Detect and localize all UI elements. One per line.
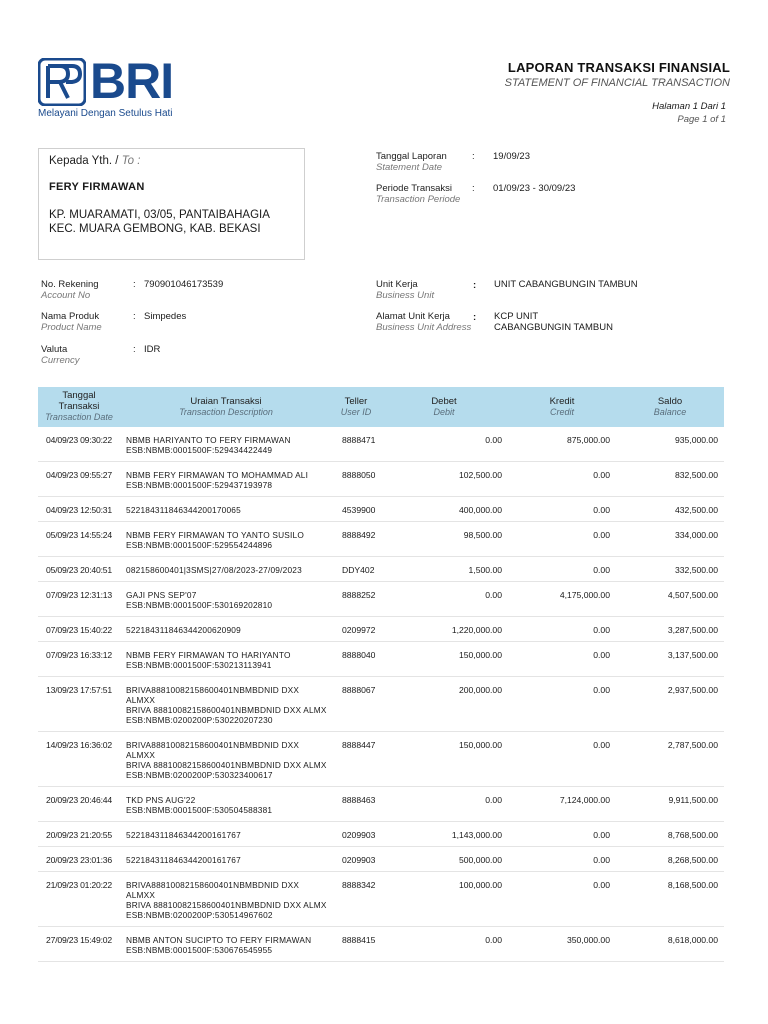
report-title: LAPORAN TRANSAKSI FINANSIAL	[507, 60, 730, 75]
transaction-description-line: ESB:NBMB:0001500F:529554244896	[126, 540, 273, 550]
transaction-period-value: 01/09/23 - 30/09/23	[493, 183, 576, 194]
transaction-description	[120, 847, 332, 872]
business-unit-label-en: Business Unit	[376, 290, 435, 301]
table-row	[38, 847, 724, 872]
table-header-row	[38, 387, 724, 427]
business-unit-address-field	[376, 311, 726, 333]
transaction-debit: 0.00	[380, 582, 508, 617]
currency-field	[41, 344, 341, 366]
column-header-date	[38, 387, 120, 427]
currency-value: IDR	[144, 344, 161, 355]
table-row	[38, 642, 724, 677]
transaction-teller: 8888415	[332, 927, 380, 962]
report-title-block	[505, 60, 730, 89]
transaction-description-line: 522184311846344200620909	[126, 625, 241, 635]
table-row	[38, 557, 724, 582]
business-unit-address-value-1: KCP UNIT	[494, 311, 539, 322]
transaction-period-label-en: Transaction Periode	[376, 194, 461, 205]
transaction-balance: 2,787,500.00	[616, 732, 724, 787]
colon: :	[133, 279, 136, 290]
column-header-teller-en: User ID	[340, 406, 372, 417]
transaction-description	[120, 927, 332, 962]
column-header-credit-id: Kredit	[549, 395, 575, 407]
transaction-description-line: ESB:NBMB:0001500F:529437193978	[126, 480, 273, 490]
transaction-credit: 0.00	[508, 617, 616, 642]
column-header-teller-id: Teller	[344, 395, 368, 407]
transaction-description-line: 082158600401|3SMS|27/08/2023-27/09/2023	[126, 565, 302, 575]
transaction-description-line: 522184311846344200161767	[126, 855, 241, 865]
transaction-teller: 8888342	[332, 872, 380, 927]
transaction-credit: 0.00	[508, 522, 616, 557]
table-row	[38, 822, 724, 847]
transaction-balance: 8,268,500.00	[616, 847, 724, 872]
transaction-teller: 8888447	[332, 732, 380, 787]
table-row	[38, 462, 724, 497]
table-row	[38, 522, 724, 557]
transaction-description	[120, 582, 332, 617]
business-unit-value: UNIT CABANGBUNGIN TAMBUN	[494, 279, 638, 290]
transaction-debit: 1,220,000.00	[380, 617, 508, 642]
transaction-date: 13/09/23 17:57:51	[38, 677, 120, 732]
column-header-debit-en: Debit	[433, 406, 455, 417]
table-row	[38, 497, 724, 522]
transaction-description-line: ESB:NBMB:0200200P:530220207230	[126, 715, 273, 725]
transaction-description	[120, 642, 332, 677]
transaction-debit: 150,000.00	[380, 732, 508, 787]
colon: :	[133, 344, 136, 355]
transaction-date: 21/09/23 01:20:22	[38, 872, 120, 927]
colon: :	[133, 311, 136, 322]
transaction-description-line: ESB:NBMB:0001500F:530676545955	[126, 945, 273, 955]
colon: :	[473, 312, 477, 323]
transaction-teller: 8888050	[332, 462, 380, 497]
transaction-description	[120, 557, 332, 582]
transaction-credit: 350,000.00	[508, 927, 616, 962]
transaction-description-line: ESB:NBMB:0001500F:530169202810	[126, 600, 273, 610]
transaction-date: 20/09/23 20:46:44	[38, 787, 120, 822]
colon: :	[472, 183, 475, 194]
account-number-field	[41, 279, 341, 301]
transaction-date: 04/09/23 12:50:31	[38, 497, 120, 522]
business-unit-address-label-en: Business Unit Address	[376, 322, 472, 333]
transaction-balance: 935,000.00	[616, 427, 724, 462]
transaction-balance: 8,168,500.00	[616, 872, 724, 927]
column-header-date-en: Transaction Date	[45, 412, 113, 422]
transaction-description-line: ESB:NBMB:0001500F:530213113941	[126, 660, 272, 670]
transaction-period-field	[376, 183, 726, 205]
transaction-description-line: ESB:NBMB:0200200P:530323400617	[126, 770, 273, 780]
transaction-description-line: BRIVA 88810082158600401NBMBDNID DXX ALMX	[126, 900, 327, 910]
transaction-balance: 432,500.00	[616, 497, 724, 522]
transaction-description-line: TKD PNS AUG'22	[126, 795, 196, 805]
column-header-teller	[332, 387, 380, 427]
transaction-description-line: ESB:NBMB:0200200P:530514967602	[126, 910, 273, 920]
transaction-balance: 9,911,500.00	[616, 787, 724, 822]
transaction-balance: 4,507,500.00	[616, 582, 724, 617]
transaction-teller: 8888040	[332, 642, 380, 677]
transaction-date: 05/09/23 14:55:24	[38, 522, 120, 557]
to-label-id: Kepada Yth. /	[49, 155, 119, 167]
transaction-teller: 8888252	[332, 582, 380, 617]
transactions-table	[38, 387, 724, 962]
transaction-description	[120, 617, 332, 642]
transaction-description	[120, 822, 332, 847]
business-unit-address-value-2: CABANGBUNGIN TAMBUN	[494, 322, 613, 333]
transaction-credit: 0.00	[508, 642, 616, 677]
transaction-balance: 8,768,500.00	[616, 822, 724, 847]
transaction-credit: 0.00	[508, 872, 616, 927]
recipient-box	[38, 148, 305, 260]
transaction-date: 20/09/23 23:01:36	[38, 847, 120, 872]
business-unit-address-label: Alamat Unit Kerja	[376, 311, 450, 322]
product-name-label-en: Product Name	[41, 322, 102, 333]
product-name-label: Nama Produk	[41, 311, 100, 322]
transaction-description-line: GAJI PNS SEP'07	[126, 590, 197, 600]
transaction-date: 20/09/23 21:20:55	[38, 822, 120, 847]
transaction-debit: 500,000.00	[380, 847, 508, 872]
transaction-debit: 150,000.00	[380, 642, 508, 677]
page-number-id: Halaman 1 Dari 1	[652, 101, 726, 112]
transaction-credit: 875,000.00	[508, 427, 616, 462]
transaction-teller: 8888492	[332, 522, 380, 557]
to-label-en: To :	[121, 155, 141, 167]
column-header-date-id: Tanggal Transaksi	[58, 390, 100, 412]
column-header-credit-en: Credit	[549, 406, 574, 417]
transaction-teller: 0209903	[332, 847, 380, 872]
transaction-debit: 1,143,000.00	[380, 822, 508, 847]
transaction-date: 14/09/23 16:36:02	[38, 732, 120, 787]
transaction-balance: 334,000.00	[616, 522, 724, 557]
table-row	[38, 732, 724, 787]
transaction-debit: 1,500.00	[380, 557, 508, 582]
transaction-date: 07/09/23 12:31:13	[38, 582, 120, 617]
transaction-description-line: ESB:NBMB:0001500F:529434422449	[126, 445, 273, 455]
transaction-description-line: BRIVA 88810082158600401NBMBDNID DXX ALMX	[126, 705, 327, 715]
transaction-description	[120, 497, 332, 522]
business-unit-label: Unit Kerja	[376, 279, 418, 290]
transaction-debit: 0.00	[380, 427, 508, 462]
transaction-description	[120, 787, 332, 822]
transaction-teller: 0209903	[332, 822, 380, 847]
transaction-debit: 0.00	[380, 787, 508, 822]
transaction-description	[120, 522, 332, 557]
logo-tagline: Melayani Dengan Setulus Hati	[38, 108, 173, 119]
column-header-balance	[616, 387, 724, 427]
table-row	[38, 582, 724, 617]
product-name-field	[41, 311, 341, 333]
transaction-description	[120, 872, 332, 927]
recipient-address-line1: KP. MUARAMATI, 03/05, PANTAIBAHAGIA	[49, 209, 270, 221]
transaction-balance: 8,618,000.00	[616, 927, 724, 962]
transaction-balance: 832,500.00	[616, 462, 724, 497]
transaction-credit: 7,124,000.00	[508, 787, 616, 822]
transaction-teller: 8888471	[332, 427, 380, 462]
column-header-balance-id: Saldo	[657, 395, 683, 407]
transaction-period-label: Periode Transaksi	[376, 183, 453, 194]
transaction-description	[120, 427, 332, 462]
column-header-description-en: Transaction Description	[179, 406, 273, 417]
statement-date-field	[376, 151, 726, 173]
transaction-credit: 0.00	[508, 557, 616, 582]
colon: :	[472, 151, 475, 162]
transaction-description-line: NBMB HARIYANTO TO FERY FIRMAWAN	[126, 435, 291, 445]
transaction-description	[120, 732, 332, 787]
transaction-debit: 102,500.00	[380, 462, 508, 497]
transaction-debit: 100,000.00	[380, 872, 508, 927]
transaction-date: 27/09/23 15:49:02	[38, 927, 120, 962]
transaction-debit: 98,500.00	[380, 522, 508, 557]
table-row	[38, 927, 724, 962]
transaction-description-line: 522184311846344200161767	[126, 830, 241, 840]
column-header-debit	[380, 387, 508, 427]
statement-date-value: 19/09/23	[493, 151, 530, 162]
transaction-credit: 0.00	[508, 462, 616, 497]
transaction-credit: 4,175,000.00	[508, 582, 616, 617]
page-number	[652, 100, 726, 126]
product-name-value: Simpedes	[144, 311, 187, 322]
transaction-description-line: BRIVA 88810082158600401NBMBDNID DXX ALMX	[126, 760, 327, 770]
transaction-description-line: NBMB ANTON SUCIPTO TO FERY FIRMAWAN	[126, 935, 312, 945]
logo-text: BRI	[90, 53, 174, 109]
transaction-description-line: NBMB FERY FIRMAWAN TO YANTO SUSILO	[126, 530, 304, 540]
transaction-credit: 0.00	[508, 497, 616, 522]
table-row	[38, 427, 724, 462]
transaction-description	[120, 462, 332, 497]
column-header-balance-en: Balance	[653, 406, 687, 417]
transaction-credit: 0.00	[508, 847, 616, 872]
column-header-description-id: Uraian Transaksi	[190, 395, 262, 407]
statement-date-label-en: Statement Date	[376, 162, 443, 173]
transaction-balance: 3,287,500.00	[616, 617, 724, 642]
transaction-description-line: 522184311846344200170065	[126, 505, 241, 515]
transaction-description-line: BRIVA88810082158600401NBMBDNID DXX ALMXX	[126, 740, 300, 760]
transaction-balance: 332,500.00	[616, 557, 724, 582]
transaction-teller: 4539900	[332, 497, 380, 522]
transaction-date: 05/09/23 20:40:51	[38, 557, 120, 582]
recipient-to-label	[49, 155, 294, 167]
transaction-debit: 200,000.00	[380, 677, 508, 732]
transactions-table-body	[38, 427, 724, 962]
transaction-date: 07/09/23 16:33:12	[38, 642, 120, 677]
transaction-description-line: BRIVA88810082158600401NBMBDNID DXX ALMXX	[126, 685, 300, 705]
transaction-debit: 0.00	[380, 927, 508, 962]
column-header-description	[120, 387, 332, 427]
transaction-credit: 0.00	[508, 822, 616, 847]
table-row	[38, 617, 724, 642]
business-unit-field	[376, 279, 726, 301]
column-header-credit	[508, 387, 616, 427]
transaction-teller: 8888463	[332, 787, 380, 822]
recipient-name: FERY FIRMAWAN	[49, 181, 145, 193]
account-number-label: No. Rekening	[41, 279, 99, 290]
transaction-debit: 400,000.00	[380, 497, 508, 522]
currency-label-en: Currency	[41, 355, 80, 366]
account-number-label-en: Account No	[41, 290, 91, 301]
report-subtitle: STATEMENT OF FINANCIAL TRANSACTION	[504, 77, 730, 89]
transaction-description-line: BRIVA88810082158600401NBMBDNID DXX ALMXX	[126, 880, 300, 900]
transaction-credit: 0.00	[508, 732, 616, 787]
bri-logo	[38, 53, 178, 122]
transaction-description-line: ESB:NBMB:0001500F:530504588381	[126, 805, 273, 815]
table-row	[38, 787, 724, 822]
table-row	[38, 677, 724, 732]
transaction-credit: 0.00	[508, 677, 616, 732]
colon: :	[473, 280, 477, 291]
transaction-date: 07/09/23 15:40:22	[38, 617, 120, 642]
column-header-debit-id: Debet	[431, 395, 457, 407]
transaction-description	[120, 677, 332, 732]
transaction-teller: 0209972	[332, 617, 380, 642]
transaction-balance: 3,137,500.00	[616, 642, 724, 677]
recipient-address-line2: KEC. MUARA GEMBONG, KAB. BEKASI	[49, 223, 261, 235]
transaction-teller: DDY402	[332, 557, 380, 582]
table-row	[38, 872, 724, 927]
account-number-value: 790901046173539	[144, 279, 224, 290]
transaction-date: 04/09/23 09:30:22	[38, 427, 120, 462]
bri-logo-mark-icon	[38, 58, 86, 106]
statement-date-label: Tanggal Laporan	[376, 151, 447, 162]
transaction-description-line: NBMB FERY FIRMAWAN TO MOHAMMAD ALI	[126, 470, 309, 480]
transaction-date: 04/09/23 09:55:27	[38, 462, 120, 497]
transaction-balance: 2,937,500.00	[616, 677, 724, 732]
page-number-en: Page 1 of 1	[677, 114, 726, 125]
currency-label: Valuta	[41, 344, 68, 355]
transaction-description-line: NBMB FERY FIRMAWAN TO HARIYANTO	[126, 650, 291, 660]
transaction-teller: 8888067	[332, 677, 380, 732]
